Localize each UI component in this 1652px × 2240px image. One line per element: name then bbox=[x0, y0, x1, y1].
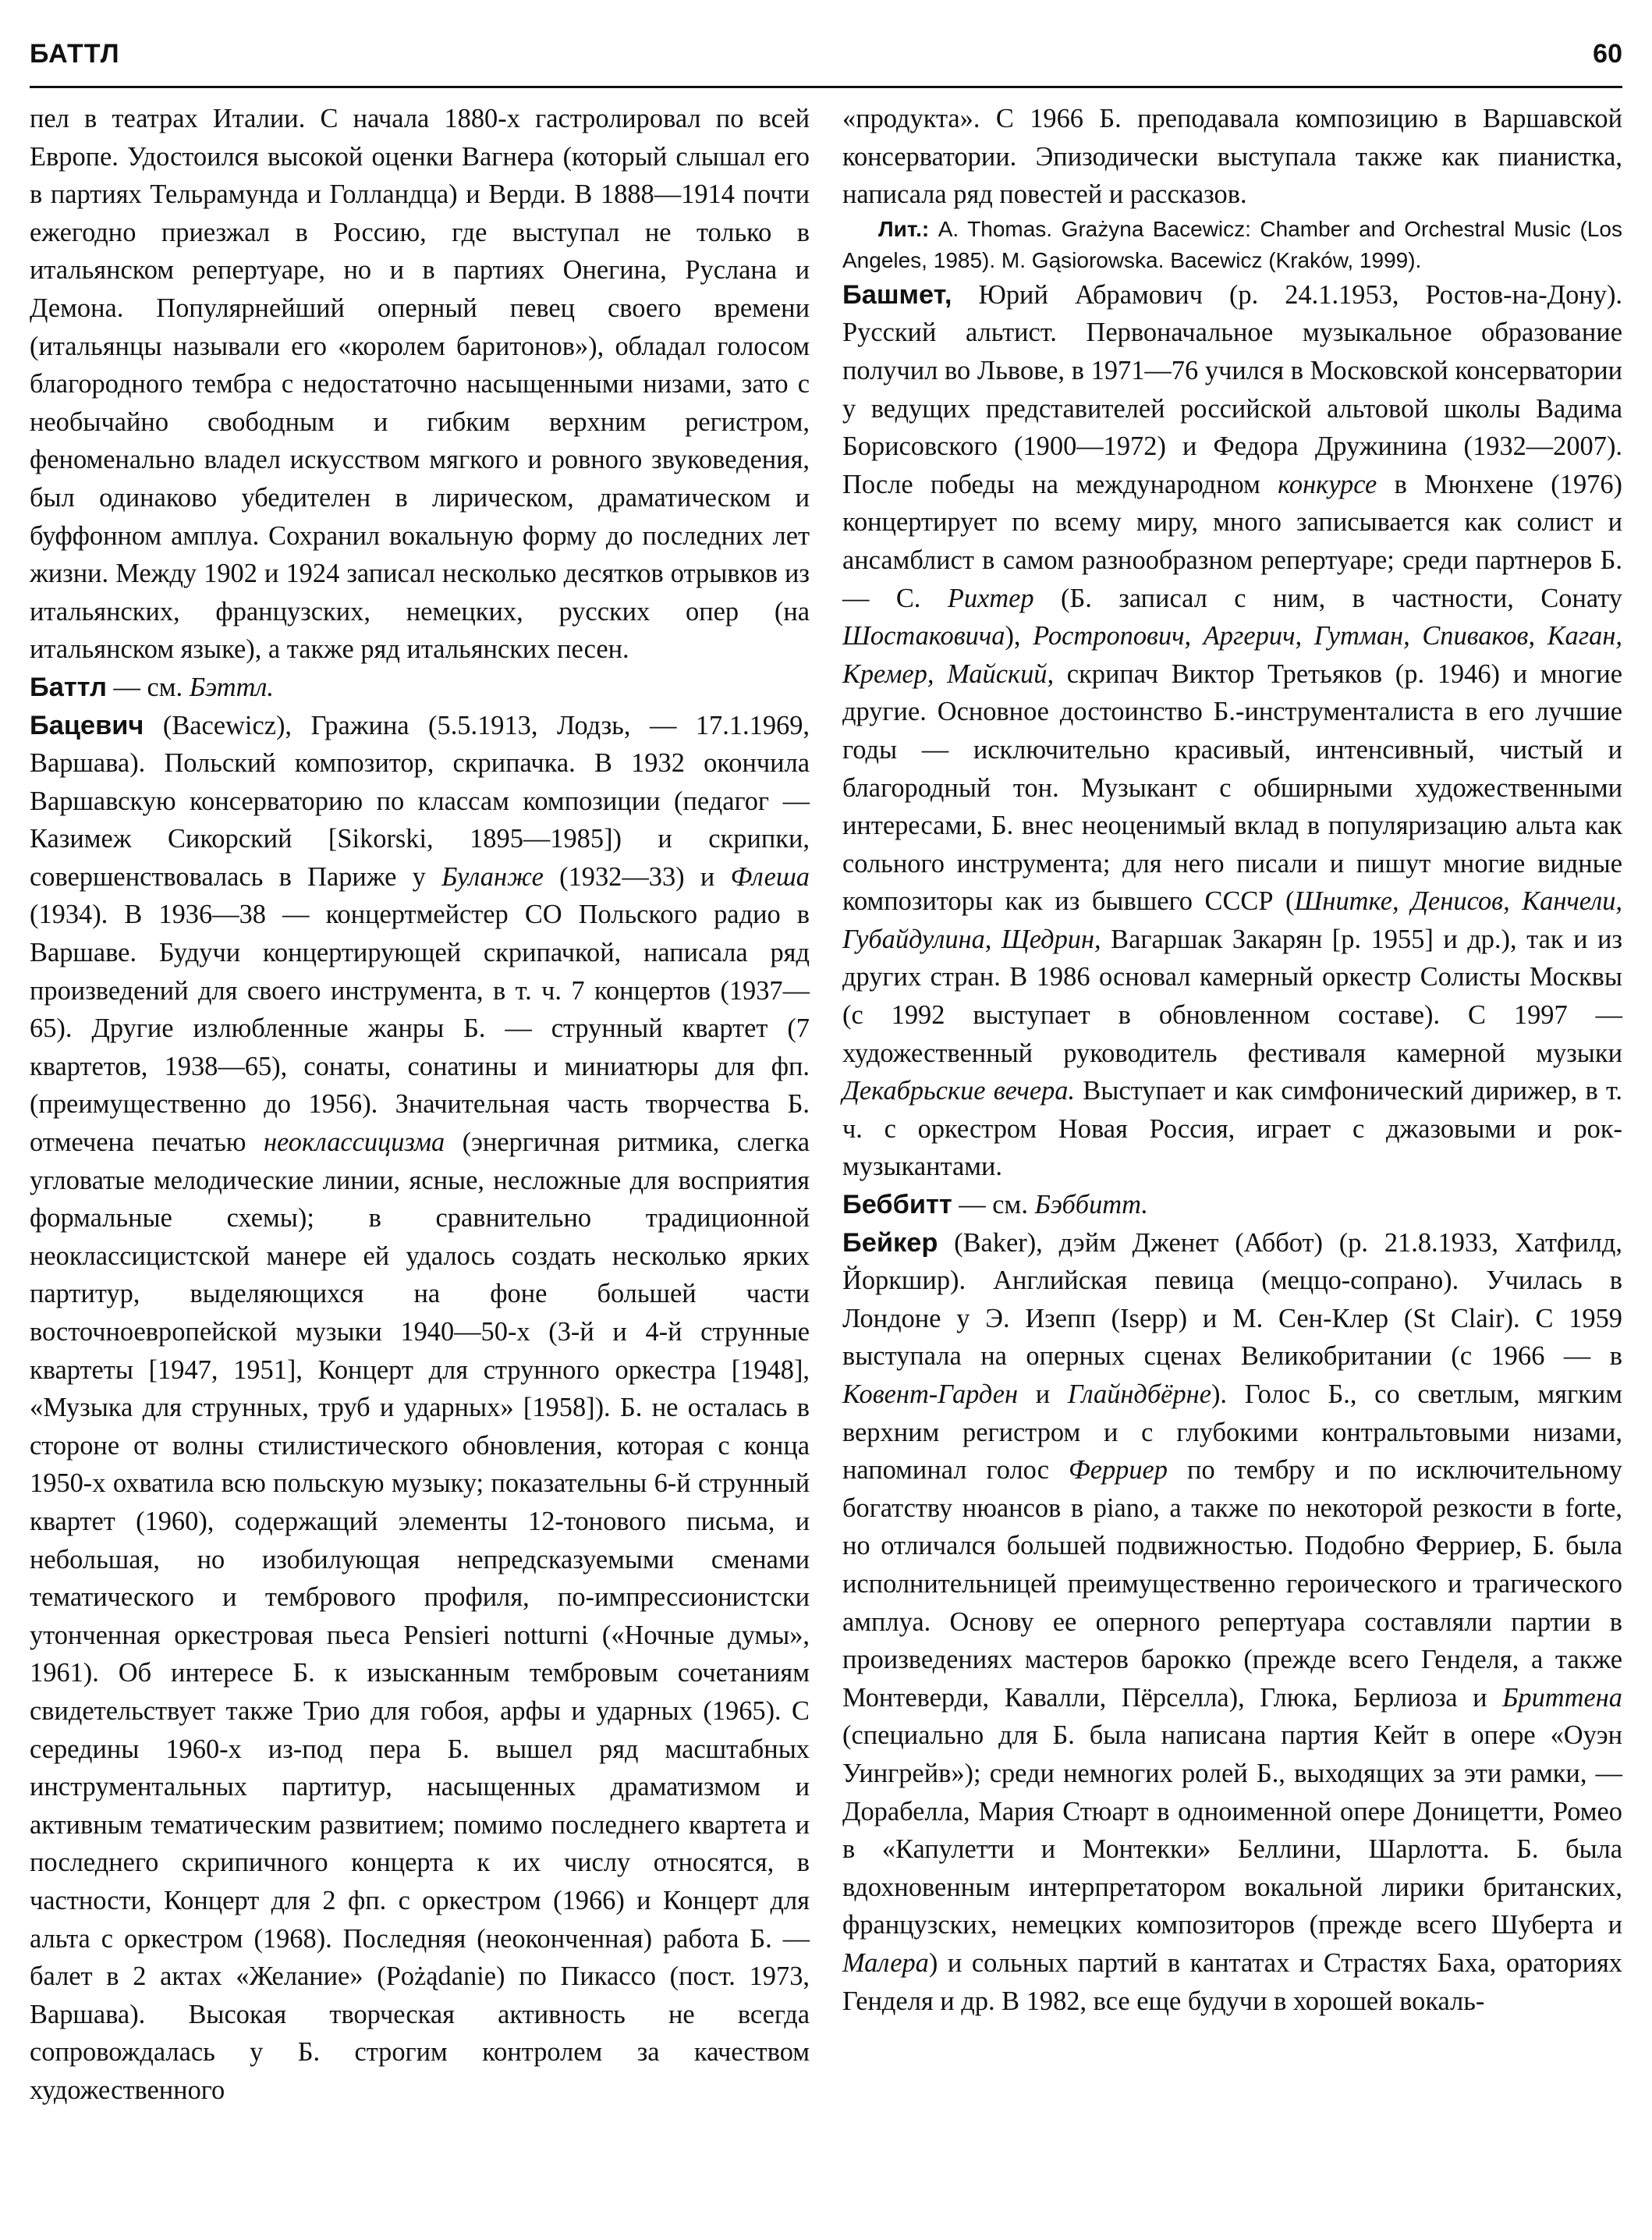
cross-ref-name: Шостаковича bbox=[842, 621, 1005, 651]
literature-text: A. Thomas. Grażyna Bacewicz: Chamber and Orchestral Music (Los Angeles, 1985). M. Gąsiorowska. Bacewicz (Kraków, 1999). bbox=[842, 216, 1622, 272]
cross-ref-name: Ковент-Гарден bbox=[842, 1379, 1019, 1409]
headword: Баттл bbox=[30, 672, 107, 702]
headword: Беббитт bbox=[842, 1190, 952, 1220]
entry-text: Юрий Абрамович (р. 24.1.1953, Ростов-на-Дону). Русский альтист. Первоначальное музыкальное образование получил во Львове, в 1971—76 учился в Московской консерватории у ведущих представителей российской альтовой школы Вадима Борисовского (1900—1972) и Федора Дружинина (1932—2007). После победы на международном bbox=[842, 279, 1622, 499]
headword: Бейкер bbox=[842, 1227, 938, 1258]
entry-text: Вагаршак Закарян [р. 1955] и др.), так и из других стран. В 1986 основал камерный оркестр Солисты Москвы (с 1992 выступает в обновленном составе). С 1997 — художественный руководитель фестиваля камерной музыки bbox=[842, 924, 1622, 1068]
cross-ref-text: — см. bbox=[106, 672, 190, 702]
entry-text: (Б. записал с ним, в частности, Сонату bbox=[1033, 583, 1623, 613]
entry-text: Выступает и как симфонический дирижер, в т. ч. с оркестром Новая Россия, играет с джазовыми и рок-музыкантами. bbox=[842, 1076, 1622, 1182]
entry-text: ). Голос Б., со светлым, мягким верхним регистром и с глубокими контральтовыми низами, напоминал голос bbox=[842, 1379, 1622, 1486]
cross-ref-name: Ферриер bbox=[1069, 1455, 1168, 1486]
running-header bbox=[30, 39, 1622, 88]
headword: Бацевич bbox=[30, 710, 144, 740]
cross-ref-name: Рихтер bbox=[947, 583, 1034, 613]
entry-bacevich bbox=[30, 707, 810, 2110]
left-column bbox=[30, 100, 810, 2109]
cross-ref-target: Бэббитт. bbox=[1034, 1190, 1148, 1220]
right-column bbox=[842, 100, 1622, 2020]
literature-note bbox=[842, 214, 1622, 276]
cross-ref-name: Буланже bbox=[441, 861, 544, 892]
cross-ref-name: Декабрьские вечера. bbox=[842, 1076, 1076, 1106]
entry-text: и bbox=[1018, 1379, 1068, 1409]
cross-ref-target: Бэттл. bbox=[189, 672, 275, 702]
cross-ref-name: Бриттена bbox=[1502, 1682, 1622, 1713]
entry-text: ) и сольных партий в кантатах и Страстях Баха, ораториях Генделя и др. В 1982, все еще будучи в хорошей вокаль- bbox=[842, 1947, 1622, 2016]
entry-text: (специально для Б. была написана партия Кейт в опере «Оуэн Уингрейв»); среди немногих ролей Б., выходящих за эти рамки, — Дорабелла, Мария Стюарт в одноименной опере Доницетти, Ромео в «Капулетти и Монтекки» Беллини, Шарлотта. Б. была вдохновенным интерпретатором вокальной лирики британских, французских, немецких композиторов (прежде всего Шуберта и bbox=[842, 1720, 1622, 1940]
entry-text: скрипач Виктор Третьяков (р. 1946) и многие другие. Основное достоинство Б.-инструменталиста в его лучшие годы — исключительно красивый, интенсивный, чистый и благородный тон. Музыкант с обширными художественными интересами, Б. внес неоценимый вклад в популяризацию альта как сольного инструмента; для него писали и пишут многие видные композиторы как из бывшего СССР ( bbox=[842, 659, 1623, 917]
entry-text: (1932—33) и bbox=[543, 861, 731, 892]
headword: Башмет, bbox=[842, 279, 952, 310]
cross-ref-names: Ростропович, Аргерич, Гутман, Спиваков, Каган, Кремер, Майский, bbox=[842, 621, 1622, 689]
entry-text: в Мюнхене (1976) концертирует по всему миру, много записывается как солист и ансамблист в самом разнообразном репертуаре; среди партнеров Б. — С. bbox=[842, 469, 1622, 613]
cross-ref-name: Флеша bbox=[730, 861, 810, 892]
entry-text: (энергичная ритмика, слегка угловатые мелодические линии, ясные, несложные для восприятия формальные схемы); в сравнительно традиционной неоклассицистской манере ей удалось создать несколько ярких партитур, выделяющихся на фоне большей части восточноевропейской музыки 1940—50-х (3-й и 4-й струнные квартеты [1947, 1951], Концерт для струнного оркестра [1948], «Музыка для струнных, труб и ударных» [1958]). Б. не осталась в стороне от волны стилистического обновления, которая с конца 1950-х охватила всю польскую музыку; показательны 6-й струнный квартет (1960), содержащий элементы 12-тонового письма, и небольшая, но изобилующая непредсказуемыми сменами тематического и тембрового профиля, по-импрессионистски утонченная оркестровая пьеса Pensieri notturni («Ночные думы», 1961). Об интересе Б. к изысканным тембровым сочетаниям свидетельствует также Трио для гобоя, арфы и ударных (1965). С середины 1960-х из-под пера Б. вышел ряд масштабных инструментальных партитур, насыщенных драматизмом и активным тематическим развитием; помимо последнего квартета и последнего скрипичного концерта к их числу относятся, в частности, Концерт для 2 фп. с оркестром (1966) и Концерт для альта с оркестром (1968). Последняя (неоконченная) работа Б. — балет в 2 актах «Желание» (Pożądanie) по Пикассо (пост. 1973, Варшава). Высокая творческая активность не всегда сопровождалась у Б. строгим контролем за качеством художественного bbox=[30, 1127, 810, 2105]
cross-ref-name: Глайндбёрне bbox=[1067, 1379, 1211, 1409]
continued-entry-text: «продукта». С 1966 Б. преподавала композицию в Варшавской консерватории. Эпизодически выступала также как пианистка, написала ряд повестей и рассказов. bbox=[842, 104, 1622, 210]
cross-ref-text: — см. bbox=[952, 1190, 1035, 1220]
literature-label: Лит.: bbox=[878, 216, 930, 241]
cross-ref-names: Шнитке, Денисов, Канчели, Губайдулина, Щедрин, bbox=[842, 886, 1622, 954]
cross-ref-name: Малера bbox=[842, 1947, 929, 1978]
entry-beiker bbox=[842, 1224, 1622, 2020]
entry-battl bbox=[30, 669, 810, 707]
cross-ref-term: неоклассицизма bbox=[263, 1127, 445, 1158]
running-head-title: БАТТЛ bbox=[30, 39, 120, 69]
entry-text: (Bacewicz), Гражина (5.5.1913, Лодзь, — 17.1.1969, Варшава). Польский композитор, скрипачка. В 1932 окончила Варшавскую консерваторию по классам композиции (педагог — Казимеж Сикорский [Sikorski, 1895—1985]) и скрипки, совершенствовалась в Париже у bbox=[30, 710, 810, 892]
entry-text: по тембру и по исключительному богатству нюансов в piano, а также по некоторой резкости в forte, но отличался большей подвижностью. Подобно Ферриер, Б. была исполнительницей преимущественно героического и трагического амплуа. Основу ее оперного репертуара составляли партии в произведениях мастеров барокко (прежде всего Генделя, а также Монтеверди, Кавалли, Пёрселла), Глюка, Берлиоза и bbox=[842, 1455, 1623, 1713]
page-number: 60 bbox=[1593, 39, 1622, 69]
entry-text: (Baker), дэйм Дженет (Аббот) (р. 21.8.1933, Хатфилд, Йоркшир). Английская певица (меццо-сопрано). Училась в Лондоне у Э. Изепп (Isepp) и М. Сен-Клер (St Clair). С 1959 выступала на оперных сценах Великобритании (с 1966 — в bbox=[842, 1227, 1622, 1372]
entry-bashmet bbox=[842, 276, 1622, 1186]
entry-bebbitt bbox=[842, 1186, 1622, 1224]
cross-ref-term: конкурсе bbox=[1278, 469, 1377, 499]
entry-text: ), bbox=[1005, 621, 1033, 651]
entry-text: (1934). В 1936—38 — концертмейстер СО Польского радио в Варшаве. Будучи концертирующей скрипачкой, написала ряд произведений для своего инструмента, в т. ч. 7 концертов (1937—65). Другие излюбленные жанры Б. — струнный квартет (7 квартетов, 1938—65), сонаты, сонатины и миниатюры для фп. (преимущественно до 1956). Значительная часть творчества Б. отмечена печатью bbox=[30, 900, 810, 1158]
continued-entry-text: пел в театрах Италии. С начала 1880-х гастролировал по всей Европе. Удостоился высокой оценки Вагнера (который слышал его в партиях Тельрамунда и Голландца) и Верди. В 1888—1914 почти ежегодно приезжал в Россию, где выступал не только в итальянском репертуаре, но и в партиях Онегина, Руслана и Демона. Популярнейший оперный певец своего времени (итальянцы называли его «королем баритонов»), обладал голосом благородного тембра с недостаточно насыщенными низами, зато с необычайно свободным и гибким верхним регистром, феноменально владел искусством мягкого и ровного звуковедения, был одинаково убедителен в лирическом, драматическом и буффонном амплуа. Сохранил вокальную форму до последних лет жизни. Между 1902 и 1924 записал несколько десятков отрывков из итальянских, французских, немецких, русских опер (на итальянском языке), а также ряд итальянских песен. bbox=[30, 104, 810, 665]
